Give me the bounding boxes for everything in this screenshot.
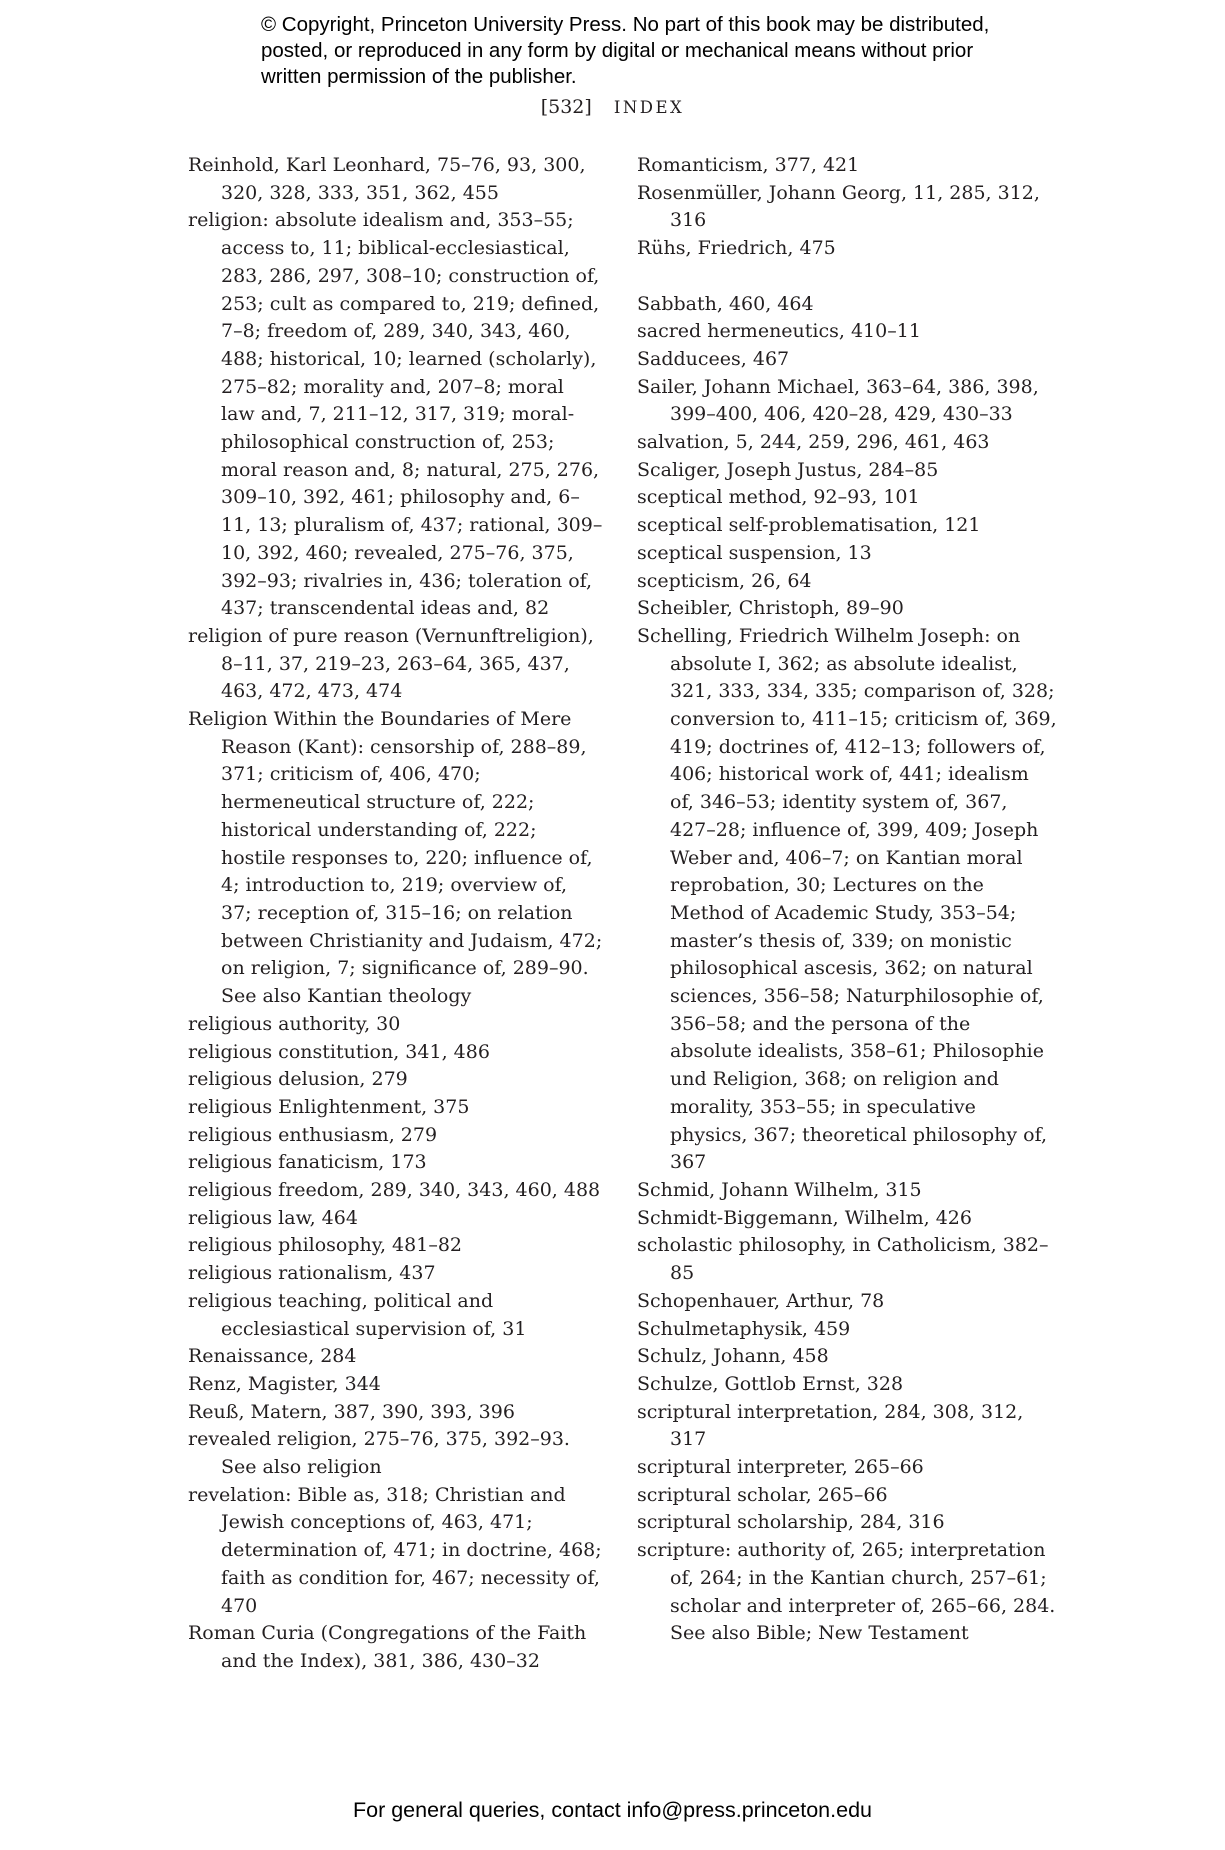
index-entry: sceptical self-problematisation, 121 (637, 514, 981, 537)
index-entry: religion: absolute idealism and, 353–55; access to, 11; biblical-ecclesiastical, 283, 286, 297, 308–10; construction of, 253; cult as compared to, 219; defined, 7–8; freedom of, 289, 340, 343, 460, 488; historical, 10; learned (scholarly), 275–82; morality and, 207–8; moral law and, 7, 211–12, 317, 319; moral-philosophical construction of, 253; moral reason and, 8; natural, 275, 276, 309–10, 392, 461; philosophy and, 6–11, 13; pluralism of, 437; rational, 309–10, 392, 460; revealed, 275–76, 375, 392–93; rivalries in, 436; toleration of, 437; transcendental ideas and, 82 (188, 209, 603, 620)
running-head-label: INDEX (613, 98, 685, 117)
copyright-notice: © Copyright, Princeton University Press. No part of this book may be distributed, posted, or reproduced in any form by digital or mechanical means without prior written permission of the publisher. (261, 13, 990, 88)
index-entry: Sabbath, 460, 464 (637, 292, 814, 315)
index-entry: Roman Curia (Congregations of the Faith and the Index), 381, 386, 430–32 (188, 1622, 587, 1672)
index-entry: Renz, Magister, 344 (188, 1372, 381, 1395)
index-entry: religious delusion, 279 (188, 1068, 408, 1091)
index-entry: Rühs, Friedrich, 475 (637, 237, 836, 260)
running-head (0, 94, 1225, 121)
index-entry: Renaissance, 284 (188, 1345, 357, 1368)
index-entry: sceptical method, 92–93, 101 (637, 486, 920, 509)
index-entry: salvation, 5, 244, 259, 296, 461, 463 (637, 431, 990, 454)
index-entry: religious enthusiasm, 279 (188, 1123, 438, 1146)
index-entry: revelation: Bible as, 318; Christian and Jewish conceptions of, 463, 471; determination of, 471; in doctrine, 468; faith as condition for, 467; necessity of, 470 (188, 1483, 602, 1617)
index-entry: Reinhold, Karl Leonhard, 75–76, 93, 300, 320, 328, 333, 351, 362, 455 (188, 154, 586, 204)
index-entry: Reuß, Matern, 387, 390, 393, 396 (188, 1400, 515, 1423)
index-entry: sceptical suspension, 13 (637, 541, 872, 564)
index-entry: scriptural interpreter, 265–66 (637, 1456, 924, 1479)
index-entry: religious authority, 30 (188, 1012, 401, 1035)
index-entry: Schulmetaphysik, 459 (637, 1317, 851, 1340)
index-entry: religious freedom, 289, 340, 343, 460, 488 (188, 1179, 601, 1202)
index-entry: religious constitution, 341, 486 (188, 1040, 490, 1063)
index-column-right (637, 152, 1057, 1648)
index-entry: scripture: authority of, 265; interpretation of, 264; in the Kantian church, 257–61; scholar and interpreter of, 265–66, 284. See also Bible; New Testament (637, 1539, 1056, 1645)
index-entry: religion of pure reason (Vernunftreligion), 8–11, 37, 219–23, 263–64, 365, 437, 463, 472, 473, 474 (188, 624, 594, 703)
index-entry: Scaliger, Joseph Justus, 284–85 (637, 458, 939, 481)
index-entry: Scheibler, Christoph, 89–90 (637, 597, 904, 620)
index-entry: Schmid, Johann Wilhelm, 315 (637, 1179, 922, 1201)
index-entry: religious teaching, political and ecclesiastical supervision of, 31 (188, 1289, 527, 1340)
index-entry: revealed religion, 275–76, 375, 392–93. See also religion (188, 1428, 570, 1479)
index-entry: scriptural scholar, 265–66 (637, 1483, 888, 1506)
index-entry: Rosenmüller, Johann Georg, 11, 285, 312, 316 (637, 181, 1040, 232)
index-entry: religious philosophy, 481–82 (188, 1234, 462, 1257)
index-entry: Religion Within the Boundaries of Mere Reason (Kant): censorship of, 288–89, 371; criticism of, 406, 470; hermeneutical structure of, 222; historical understanding of, 222; hostile responses to, 220; influence of, 4; introduction to, 219; overview of, 37; reception of, 315–16; on relation between Christianity and Judaism, 472; on religion, 7; significance of, 289–90. See also Kantian theology (188, 708, 603, 1008)
index-entry: religious Enlightenment, 375 (188, 1095, 470, 1118)
page-number: [532] (540, 96, 592, 118)
index-entry: scriptural interpretation, 284, 308, 312, 317 (637, 1400, 1024, 1451)
index-entry: Schelling, Friedrich Wilhelm Joseph: on absolute I, 362; as absolute idealist, 321, 333, 334, 335; comparison of, 328; conversion to, 411–15; criticism of, 369, 419; doctrines of, 412–13; followers of, 406; historical work of, 441; idealism of, 346–53; identity system of, 367, 427–28; influence of, 399, 409; Joseph Weber and, 406–7; on Kantian moral reprobation, 30; Lectures on the Method of Academic Study, 353–54; master’s thesis of, 339; on monistic philosophical ascesis, 362; on natural sciences, 356–58; Naturphilosophie of, 356–58; and the persona of the absolute idealists, 358–61; Philosophie und Religion, 368; on religion and morality, 353–55; in speculative physics, 367; theoretical philosophy of, 367 (637, 624, 1057, 1174)
index-entry: religious fanaticism, 173 (188, 1151, 427, 1174)
index-entry: scriptural scholarship, 284, 316 (637, 1511, 945, 1534)
footer-contact: For general queries, contact info@press.princeton.edu (352, 1798, 872, 1822)
index-entry: Schmidt-Biggemann, Wilhelm, 426 (637, 1206, 972, 1229)
index-entry: Schulze, Gottlob Ernst, 328 (637, 1372, 904, 1395)
index-entry: Sadducees, 467 (637, 347, 790, 370)
index-entry: Schopenhauer, Arthur, 78 (637, 1289, 885, 1312)
index-entry: religious rationalism, 437 (188, 1262, 436, 1285)
index-entry: Sailer, Johann Michael, 363–64, 386, 398, 399–400, 406, 420–28, 429, 430–33 (637, 375, 1039, 426)
index-entry: scepticism, 26, 64 (637, 569, 812, 592)
index-entry: scholastic philosophy, in Catholicism, 382–85 (637, 1234, 1049, 1285)
index-entry: Romanticism, 377, 421 (637, 154, 860, 176)
index-column-left (188, 152, 603, 1676)
index-entry: Schulz, Johann, 458 (637, 1345, 829, 1368)
index-entry: sacred hermeneutics, 410–11 (637, 320, 921, 343)
index-entry: religious law, 464 (188, 1206, 358, 1229)
